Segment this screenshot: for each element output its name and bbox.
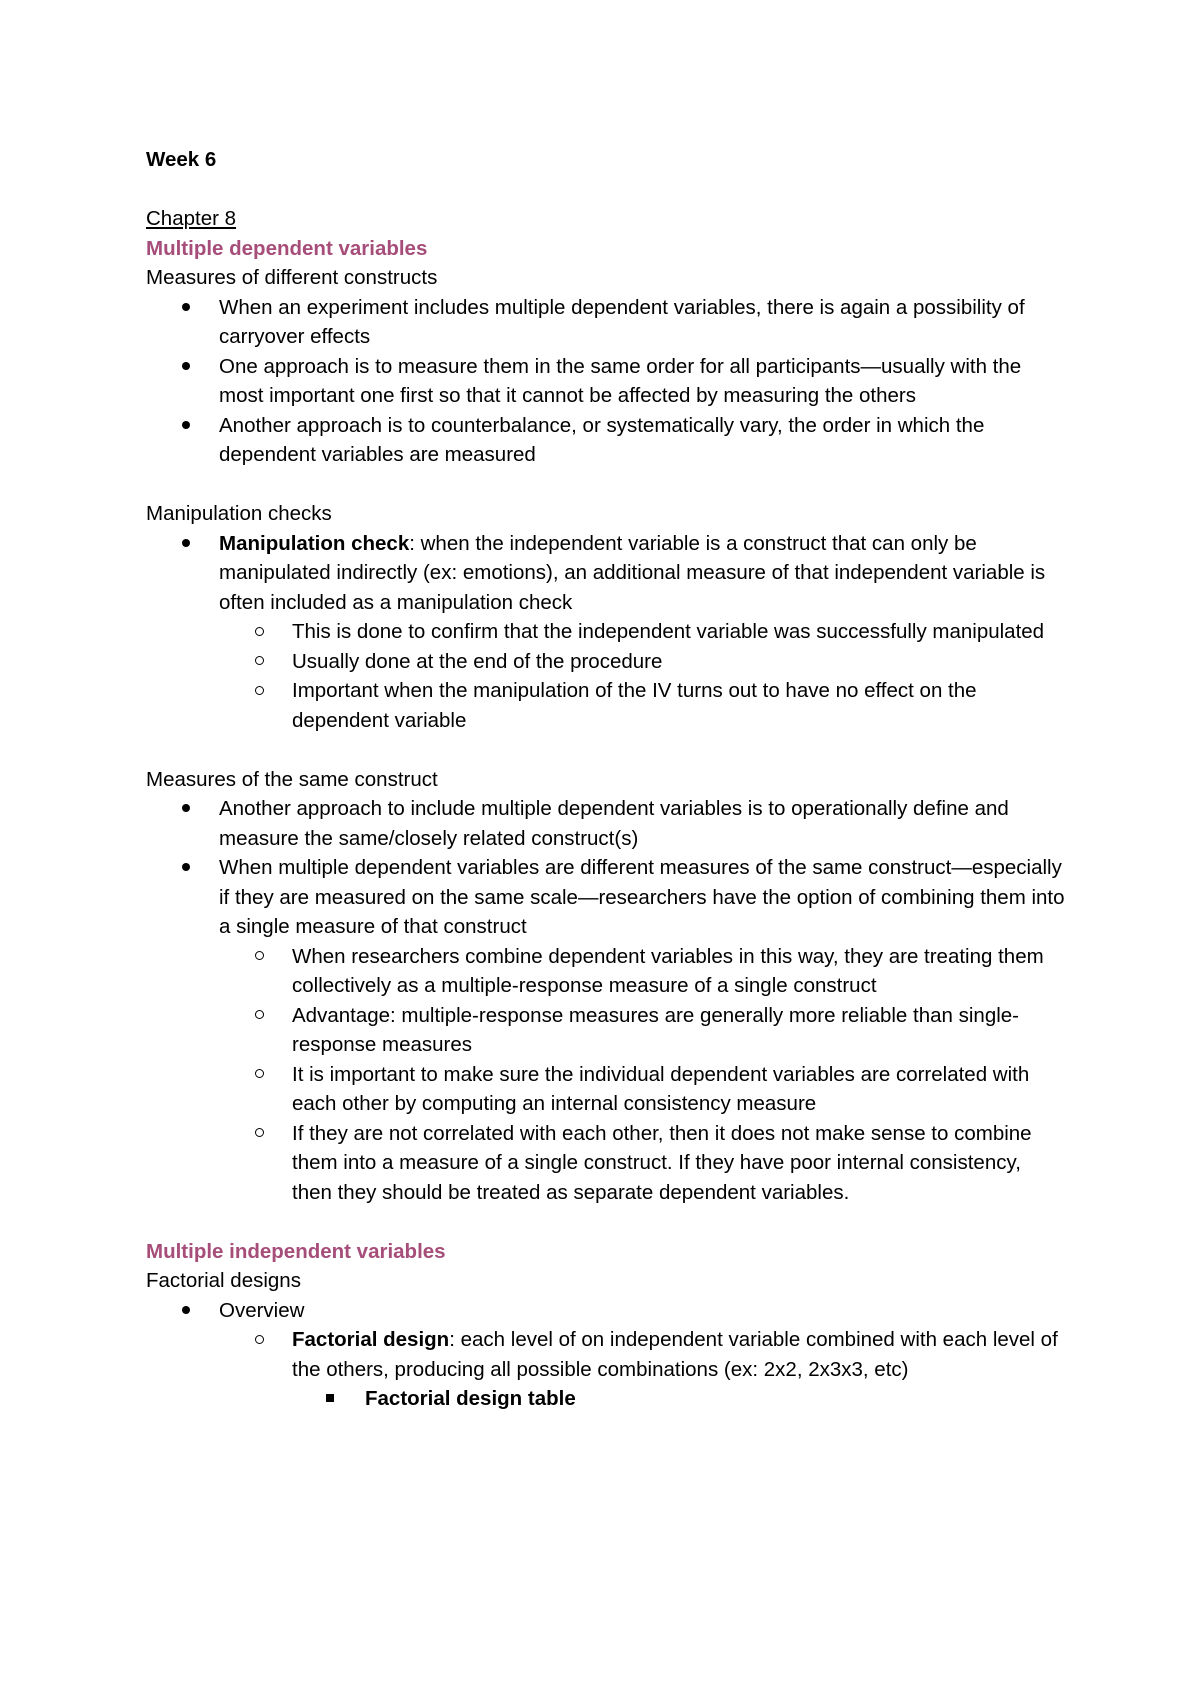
list-item: [146, 676, 1066, 735]
subheading-same-construct: Measures of the same construct: [146, 767, 438, 791]
bullet-square-icon: [326, 1384, 334, 1414]
bullet-circle-icon: [255, 1001, 264, 1031]
list-item-text: When an experiment includes multiple dependent variables, there is again a possibility of carryover effects: [219, 295, 1025, 348]
list-item: [146, 617, 1066, 647]
sub-bullet-list: [146, 942, 1066, 1208]
list-item-text: This is done to confirm that the independent variable was successfully manipulated: [292, 620, 1045, 643]
list-item-text: It is important to make sure the individual dependent variables are correlated with each other by computing an internal consistency measure: [292, 1062, 1030, 1115]
list-item: [146, 529, 1066, 618]
bullet-circle-icon: [255, 676, 264, 706]
bullet-disc-icon: [182, 853, 190, 883]
bullet-list: [146, 794, 1066, 942]
list-item-text: Important when the manipulation of the IV turns out to have no effect on the dependent variable: [292, 679, 977, 732]
document-content: [146, 145, 1066, 1414]
bullet-disc-icon: [182, 293, 190, 323]
bullet-circle-icon: [255, 617, 264, 647]
definition-text: : when the independent variable is a construct that can only be manipulated indirectly (ex: emotions), an additional measure of that independent variable is often included as a manipulation check: [219, 531, 1046, 614]
chapter-heading: Chapter 8: [146, 207, 237, 230]
list-item: [146, 293, 1066, 352]
bullet-list: [146, 529, 1066, 618]
list-item-text: Advantage: multiple-response measures are generally more reliable than single-response measures: [292, 1003, 1019, 1056]
bullet-disc-icon: [182, 352, 190, 382]
spacer: [146, 470, 1066, 500]
list-item-text: One approach is to measure them in the same order for all participants—usually with the most important one first so that it cannot be affected by measuring the others: [219, 354, 1022, 407]
list-item-text: Overview: [219, 1298, 305, 1322]
bullet-circle-icon: [255, 647, 264, 677]
bullet-circle-icon: [255, 1119, 264, 1149]
list-item: [146, 1060, 1066, 1119]
list-item-text: Another approach to include multiple dependent variables is to operationally define and measure the same/closely related construct(s): [219, 797, 1009, 850]
list-item: [146, 1325, 1066, 1384]
spacer: [146, 1207, 1066, 1237]
list-item: [146, 352, 1066, 411]
bullet-list: [146, 293, 1066, 470]
list-item-text: When multiple dependent variables are different measures of the same construct—especially if they are measured on the same scale—researchers have the option of combining them into a single measure of that construct: [219, 856, 1065, 938]
bullet-circle-icon: [255, 942, 264, 972]
list-item: [146, 647, 1066, 677]
subheading-factorial-designs: Factorial designs: [146, 1269, 301, 1292]
bullet-disc-icon: [182, 529, 190, 559]
bullet-circle-icon: [255, 1325, 264, 1355]
list-item: [146, 942, 1066, 1001]
list-item: [146, 1001, 1066, 1060]
list-item: [146, 794, 1066, 853]
section-heading-independent-variables: Multiple independent variables: [146, 1239, 446, 1263]
list-item: [146, 853, 1066, 942]
list-item: [146, 1119, 1066, 1208]
list-item: [146, 1296, 1066, 1326]
subheading-different-constructs: Measures of different constructs: [146, 266, 438, 289]
bullet-disc-icon: [182, 1296, 190, 1326]
section-heading-dependent-variables: Multiple dependent variables: [146, 236, 428, 260]
bullet-disc-icon: [182, 794, 190, 824]
week-title: Week 6: [146, 148, 217, 171]
list-item-text: Usually done at the end of the procedure: [292, 649, 663, 673]
sub-bullet-list: [146, 617, 1066, 735]
bullet-circle-icon: [255, 1060, 264, 1090]
list-item-text: When researchers combine dependent variables in this way, they are treating them collectively as a multiple-response measure of a single construct: [292, 944, 1044, 997]
term-manipulation-check: Manipulation check: [219, 531, 410, 555]
term-factorial-design: Factorial design: [292, 1328, 450, 1351]
list-item: [146, 1384, 1066, 1414]
definition-text: : each level of on independent variable combined with each level of the others, producing all possible combinations (ex: 2x2, 2x3x3, etc): [292, 1328, 1058, 1381]
subheading-manipulation-checks: Manipulation checks: [146, 502, 332, 525]
bullet-list: [146, 1296, 1066, 1326]
list-item: [146, 411, 1066, 470]
list-item-text: If they are not correlated with each other, then it does not make sense to combine them into a measure of a single construct. If they have poor internal consistency, then they should be treated as separate dependent variables.: [292, 1121, 1032, 1204]
bullet-disc-icon: [182, 411, 190, 441]
sub-bullet-list: [146, 1325, 1066, 1384]
list-item-text: Another approach is to counterbalance, or systematically vary, the order in which the dependent variables are measured: [219, 413, 985, 466]
spacer: [146, 175, 1066, 205]
sub-sub-bullet-list: [146, 1384, 1066, 1414]
spacer: [146, 735, 1066, 765]
list-item-text: Factorial design table: [365, 1387, 576, 1410]
